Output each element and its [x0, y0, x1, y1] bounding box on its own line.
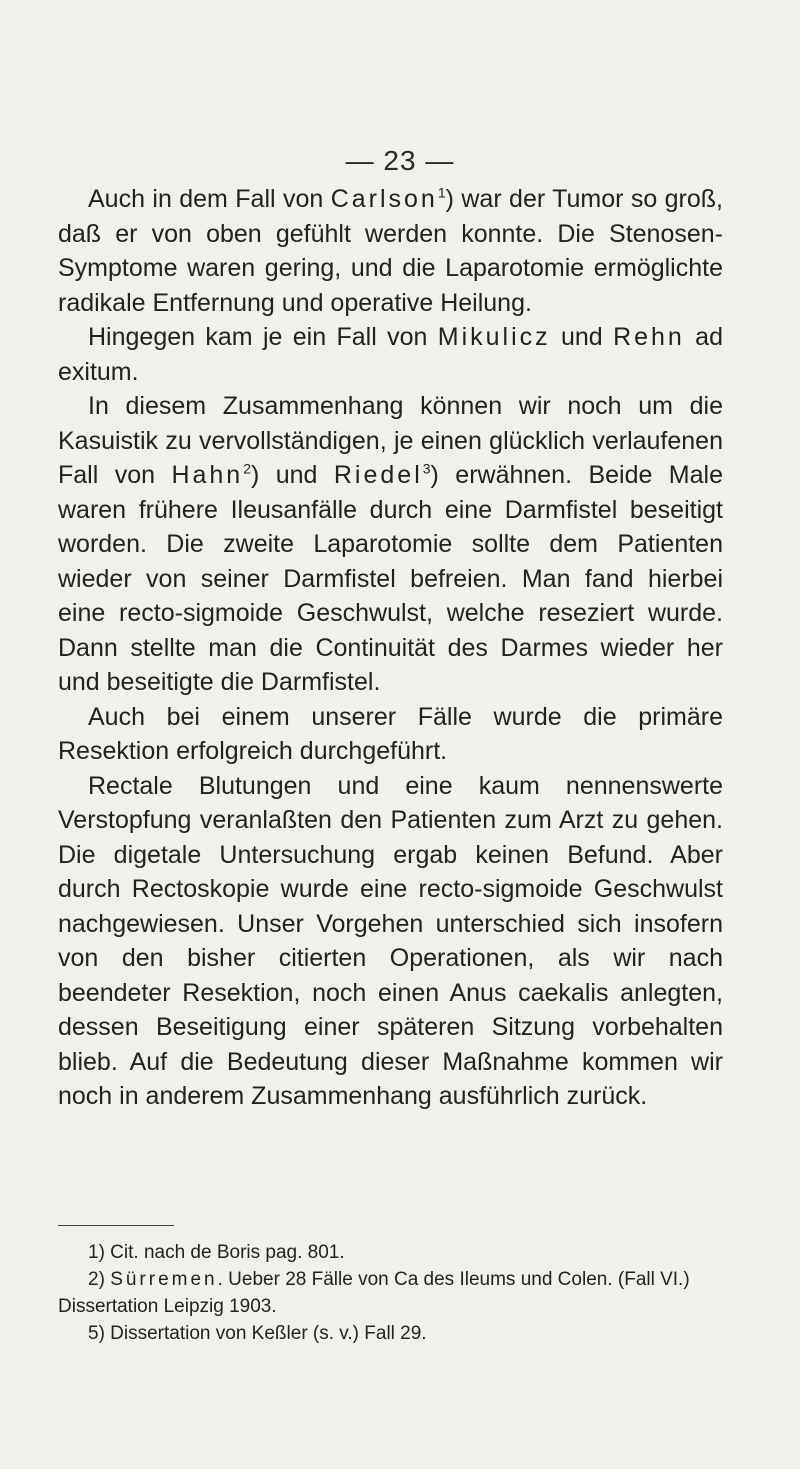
paragraph-rectale-blutungen: Rectale Blutungen und eine kaum nennenswerte Verstopfung veranlaßten den Patienten zum Arzt zu gehen. Die digetale Untersuchung ergab keinen Befund. Aber durch Rectoskopie wurde eine recto-sigmoide Geschwulst nachgewiesen. Unser Vorgehen unterschied sich insofern von den bisher citierten Operationen, als wir nach beendeter Resektion, noch einen Anus caekalis anlegten, dessen Beseitigung einer späteren Sitzung vorbehalten blieb. Auf die Bedeutung dieser Maßnahme kommen wir noch in anderem Zusammenhang ausführlich zurück.: [58, 771, 723, 1110]
footnote-2: [58, 1266, 728, 1320]
footnote-ref: 2: [243, 460, 251, 477]
author-name: Sürremen: [110, 1269, 218, 1290]
footnote-divider: [58, 1225, 174, 1226]
text-run: 2): [88, 1269, 111, 1290]
text-run: Hingegen kam je ein Fall von: [88, 323, 438, 351]
body-text: [58, 182, 723, 1114]
paragraph-mikulicz-rehn: [58, 320, 723, 389]
footnote-ref: 3: [422, 460, 431, 477]
text-run: . Ueber 28 Fälle von Ca des Ileums und Colen. (Fall VI.) Dissertation Leipzig 1903.: [58, 1269, 690, 1317]
author-name: Hahn: [171, 461, 244, 489]
footnote-1: 1) Cit. nach de Boris pag. 801.: [88, 1242, 345, 1263]
author-name: Riedel: [333, 461, 423, 489]
footnote-3: 5) Dissertation von Keßler (s. v.) Fall 29.: [88, 1323, 427, 1344]
paragraph-kasuistik: [58, 389, 723, 700]
author-name: Rehn: [613, 323, 685, 351]
paragraph-carlson: [58, 182, 723, 320]
author-name: Carlson: [330, 185, 438, 213]
page-number: — 23 —: [345, 145, 455, 176]
author-name: Mikulicz: [437, 323, 551, 351]
text-run: In diesem Zusammenhang können wir noch um die Kasuistik zu vervollständigen, je einen glücklich verlaufenen Fall von: [58, 392, 723, 489]
text-run: ad exitum.: [58, 323, 723, 386]
paragraph-resektion: Auch bei einem unserer Fälle wurde die primäre Resektion erfolgreich durchgeführt.: [58, 702, 723, 765]
footnote-ref: 1: [437, 184, 446, 201]
text-run: ) war der Tumor so groß, daß er von oben gefühlt werden konnte. Die Stenosen-Symptome waren gering, und die Laparotomie ermöglichte radikale Entfernung und operative Heilung.: [58, 185, 723, 317]
text-run: ) erwähnen. Beide Male waren frühere Ileusanfälle durch eine Darmfistel beseitigt worden. Die zweite Laparotomie sollte dem Patienten wieder von seiner Darmfistel befreien. Man fand hierbei eine recto-sigmoide Geschwulst, welche reseziert wurde. Dann stellte man die Continuität des Darmes wieder her und beseitigte die Darmfistel.: [58, 461, 723, 696]
text-run: und: [550, 323, 614, 351]
text-run: Auch in dem Fall von: [88, 185, 331, 213]
text-run: ) und: [251, 461, 334, 489]
footnotes: [58, 1239, 728, 1347]
